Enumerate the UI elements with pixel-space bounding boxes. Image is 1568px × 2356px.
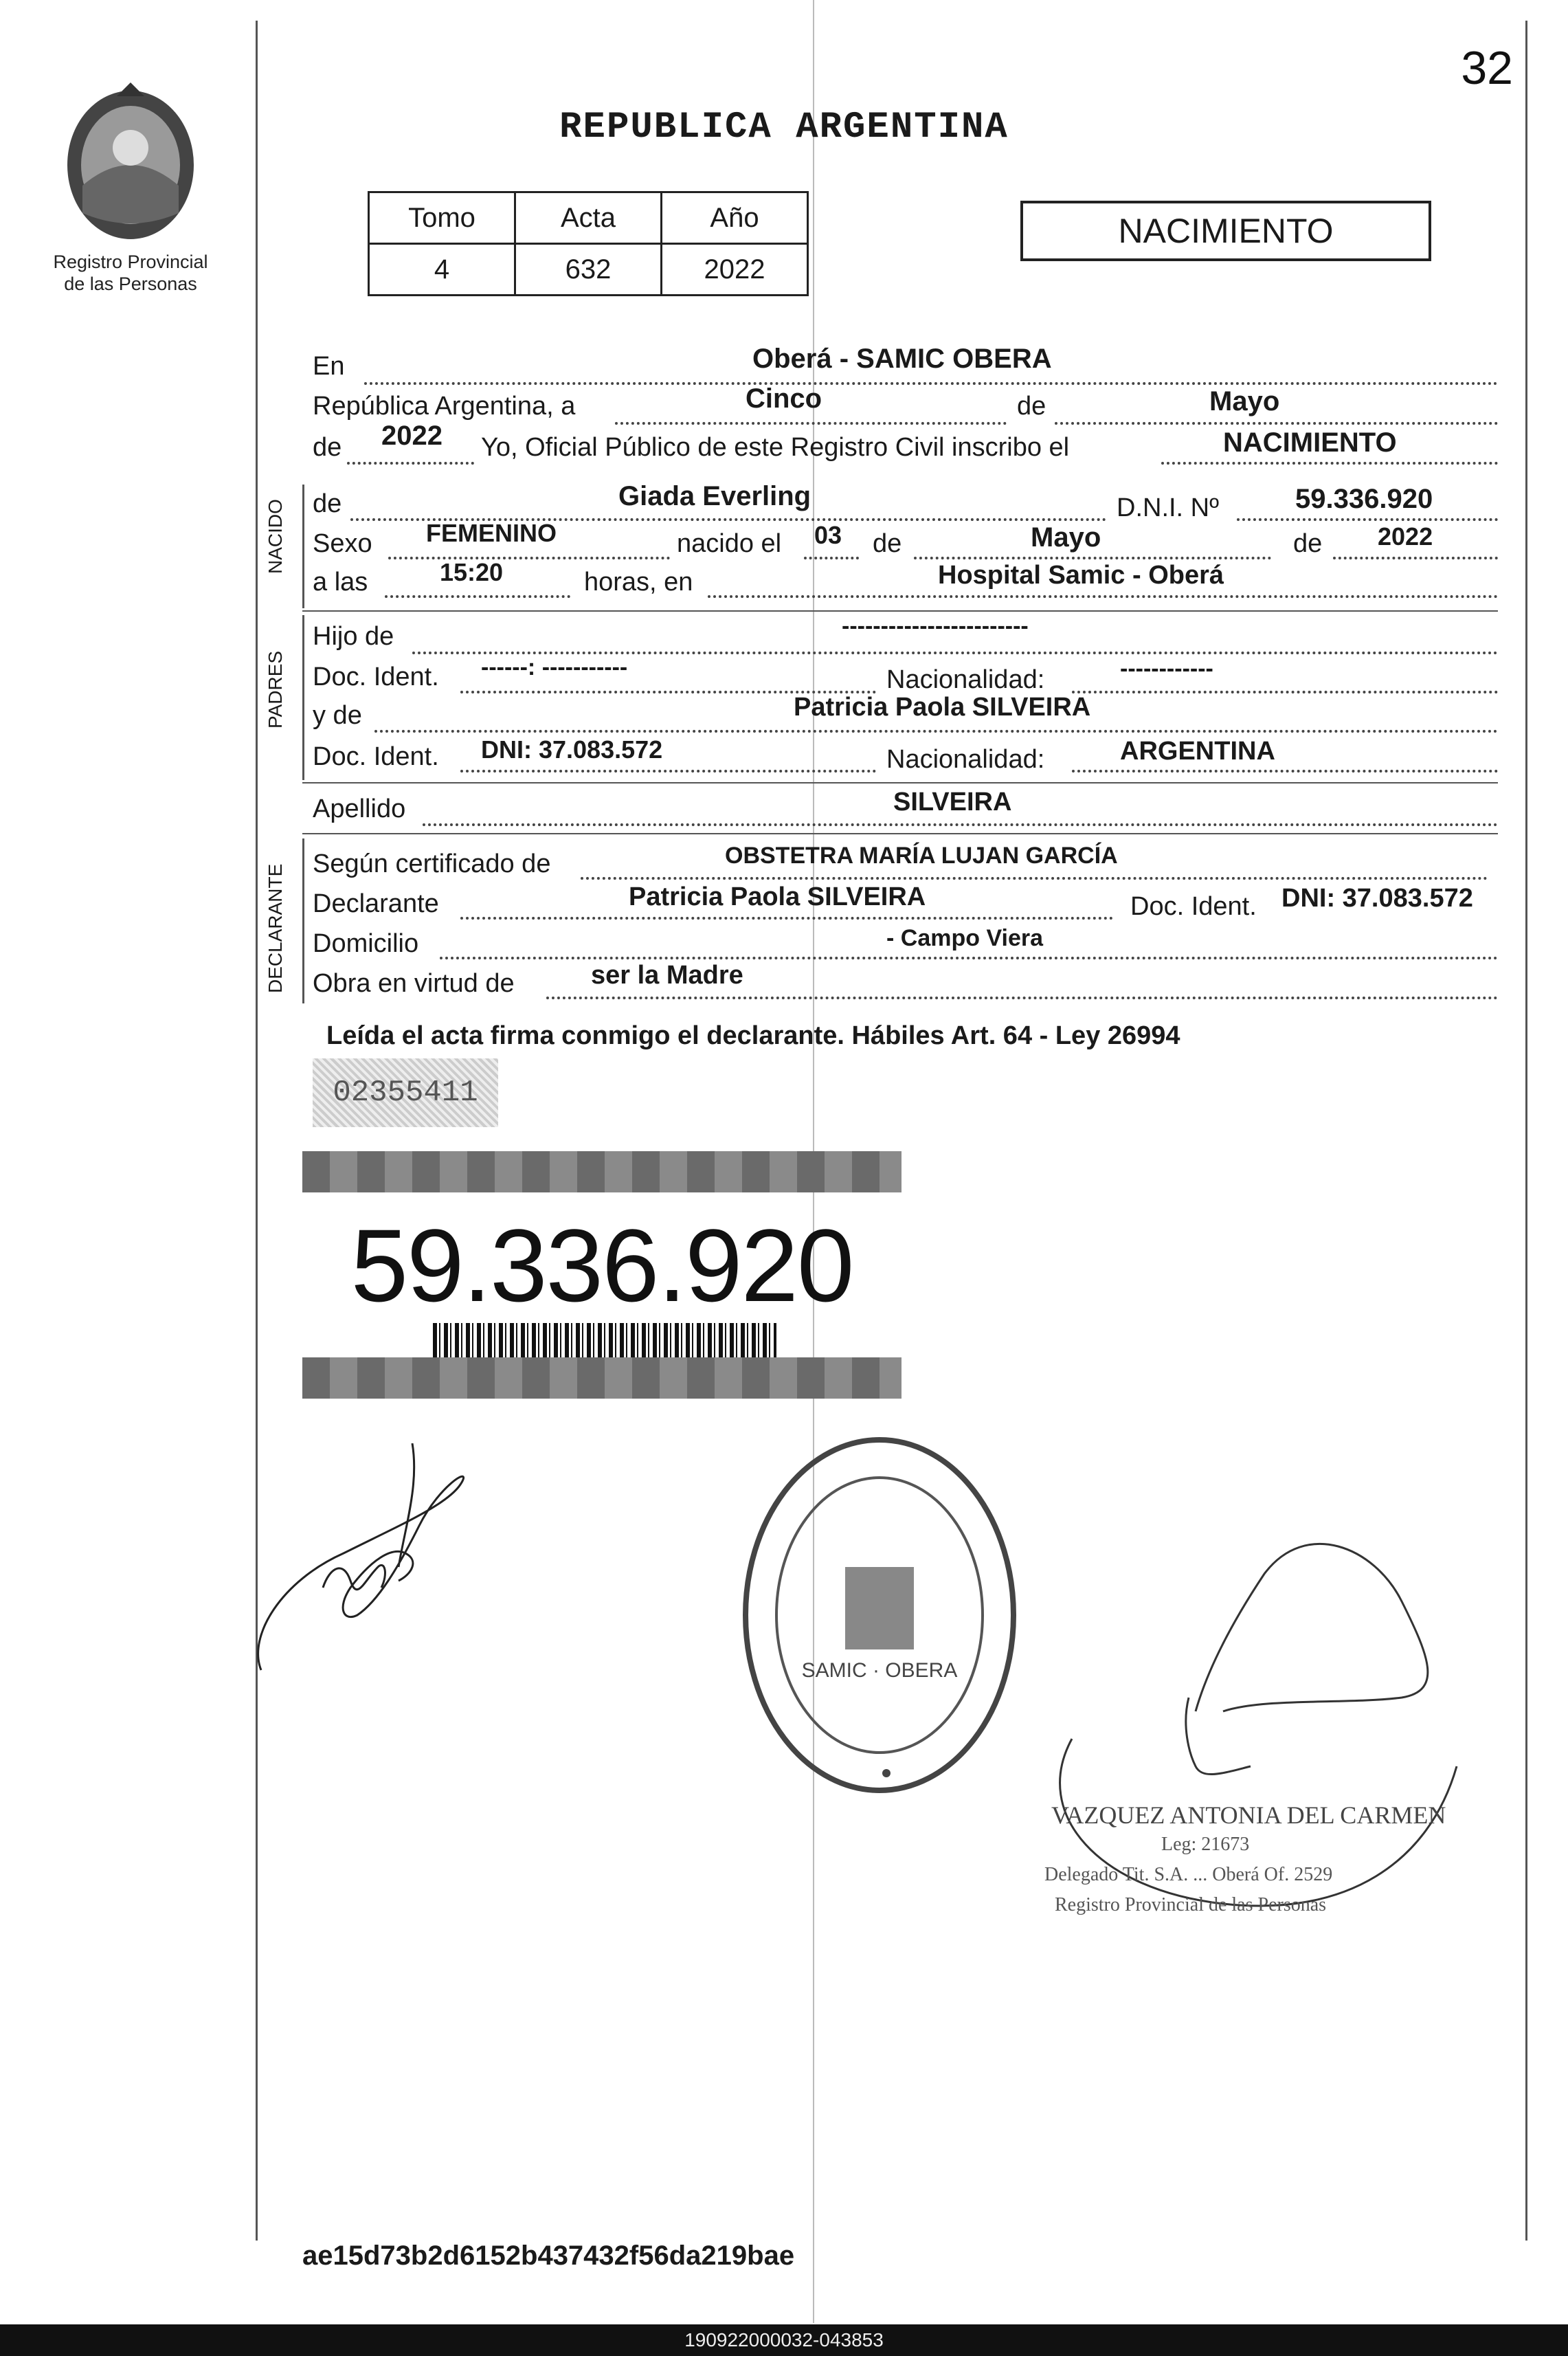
dotted-line — [347, 462, 474, 465]
dotted-line — [1055, 422, 1498, 425]
bracket — [302, 485, 304, 608]
inscribed-value: NACIMIENTO — [1223, 427, 1397, 458]
document-title: REPUBLICA ARGENTINA — [559, 107, 1009, 148]
card-dni-number: 59.336.920 — [350, 1208, 853, 1323]
dotted-line — [615, 422, 1007, 425]
dotted-line — [708, 595, 1498, 598]
cert-label: Según certificado de — [313, 849, 551, 878]
apellido-label: Apellido — [313, 794, 406, 823]
mother-doc-label: Doc. Ident. — [313, 742, 439, 771]
horas-label: horas, en — [584, 568, 693, 597]
dotted-line — [423, 823, 1498, 826]
dotted-line — [388, 557, 670, 559]
day-value: Cinco — [746, 384, 822, 414]
section-separator — [302, 610, 1498, 612]
dni-label-card — [302, 1151, 901, 1399]
birth-day: 03 — [814, 521, 842, 549]
de-label: de — [1017, 392, 1046, 421]
section-separator — [302, 782, 1498, 784]
value-anio: 2022 — [662, 244, 808, 296]
place-value: Oberá - SAMIC OBERA — [752, 344, 1052, 374]
dotted-line — [460, 917, 1113, 920]
registry-logo — [27, 82, 234, 295]
logo-caption-1: Registro Provincial — [53, 252, 208, 272]
obra-label: Obra en virtud de — [313, 969, 515, 998]
section-separator — [302, 833, 1498, 834]
republica-label: República Argentina, a — [313, 392, 576, 421]
dom-value: - Campo Viera — [886, 925, 1044, 951]
nacido-label: NACIDO — [265, 499, 286, 574]
stamp-code: 02355411 — [313, 1058, 498, 1127]
act-type-box: NACIMIENTO — [1020, 201, 1431, 261]
dotted-line — [1161, 462, 1498, 465]
padres-label: PADRES — [265, 650, 286, 729]
dotted-line — [914, 557, 1271, 559]
birth-year: 2022 — [1378, 522, 1433, 551]
register-table — [368, 191, 809, 296]
father-nat: ------------ — [1120, 656, 1213, 682]
birth-place: Hospital Samic - Oberá — [938, 561, 1224, 590]
closing-statement: Leída el acta firma conmigo el declarante. Hábiles Art. 64 - Ley 26994 — [326, 1021, 1180, 1050]
dotted-line — [804, 557, 859, 559]
svg-text:SAMIC · OBERA: SAMIC · OBERA — [801, 1659, 958, 1682]
document-hash: ae15d73b2d6152b437432f56da219bae — [302, 2241, 795, 2271]
declarante-label: DECLARANTE — [265, 863, 286, 993]
official-org: Registro Provincial de las Personas — [1055, 1894, 1327, 1915]
page-number: 32 — [1461, 42, 1513, 94]
footer-id: 190922000032-043853 — [0, 2324, 1568, 2356]
mother-nat-label: Nacionalidad: — [886, 745, 1045, 774]
birth-time: 15:20 — [440, 558, 504, 586]
official-leg: Leg: 21673 — [1161, 1834, 1250, 1855]
barcode-icon — [433, 1323, 776, 1361]
a-las-label: a las — [313, 568, 368, 597]
dotted-line — [1333, 557, 1498, 559]
birth-de-year-label: de — [1293, 529, 1323, 558]
value-acta: 632 — [515, 244, 662, 296]
header-tomo: Tomo — [369, 192, 515, 244]
dotted-line — [546, 997, 1498, 999]
dotted-line — [1072, 770, 1498, 773]
apellido-value: SILVEIRA — [893, 788, 1012, 816]
birth-de-label: de — [873, 529, 902, 558]
signature-right-icon — [1017, 1491, 1484, 1959]
child-name: Giada Everling — [618, 481, 811, 511]
birth-month: Mayo — [1031, 522, 1101, 553]
nacido-de-label: de — [313, 489, 342, 518]
decl-label: Declarante — [313, 889, 439, 918]
dotted-line — [364, 382, 1498, 385]
cert-value: OBSTETRA MARÍA LUJAN GARCÍA — [725, 843, 1118, 869]
en-label: En — [313, 352, 345, 381]
header-acta: Acta — [515, 192, 662, 244]
decl-value: Patricia Paola SILVEIRA — [629, 882, 926, 911]
dotted-line — [1072, 691, 1498, 693]
mother-doc: DNI: 37.083.572 — [481, 735, 663, 764]
decl-doc-label: Doc. Ident. — [1130, 892, 1257, 921]
de-label-year: de — [313, 433, 342, 462]
card-band-top — [302, 1151, 901, 1192]
dom-label: Domicilio — [313, 929, 419, 958]
mother-name: Patricia Paola SILVEIRA — [794, 693, 1091, 722]
hijo-de-label: Hijo de — [313, 622, 394, 651]
father-doc-label: Doc. Ident. — [313, 663, 439, 691]
dotted-line — [374, 730, 1498, 733]
dotted-line — [1237, 518, 1498, 521]
provincia-misiones-shield-icon — [55, 82, 206, 247]
card-band-bottom — [302, 1357, 901, 1399]
dotted-line — [460, 770, 876, 773]
value-tomo: 4 — [369, 244, 515, 296]
obra-value: ser la Madre — [591, 961, 743, 990]
bracket — [302, 838, 304, 1003]
official-seal-icon — [735, 1430, 1024, 1801]
y-de-label: y de — [313, 701, 362, 730]
logo-caption-2: de las Personas — [64, 274, 197, 294]
year-value: 2022 — [381, 421, 443, 451]
month-value: Mayo — [1209, 386, 1280, 416]
mother-nat: ARGENTINA — [1120, 737, 1275, 766]
decl-doc: DNI: 37.083.572 — [1281, 884, 1473, 913]
sexo-value: FEMENINO — [426, 519, 557, 547]
father-doc: ------: ----------- — [481, 654, 628, 680]
dni-label: D.N.I. Nº — [1117, 493, 1219, 522]
signature-left-icon — [240, 1443, 502, 1691]
right-margin-line — [1525, 21, 1527, 2241]
father-name: ------------------------ — [842, 613, 1029, 639]
left-margin-line — [256, 21, 258, 2241]
sexo-label: Sexo — [313, 529, 372, 558]
dotted-line — [581, 877, 1488, 880]
header-anio: Año — [662, 192, 808, 244]
official-role: Delegado Tit. S.A. ... Oberá Of. 2529 — [1044, 1864, 1333, 1885]
yo-text: Yo, Oficial Público de este Registro Civil inscribo el — [481, 433, 1070, 462]
nacido-el-label: nacido el — [677, 529, 782, 558]
father-nat-label: Nacionalidad: — [886, 665, 1045, 694]
dotted-line — [440, 957, 1498, 959]
bracket — [302, 615, 304, 780]
official-name: VAZQUEZ ANTONIA DEL CARMEN — [1051, 1801, 1446, 1829]
dotted-line — [385, 595, 570, 598]
child-dni: 59.336.920 — [1295, 484, 1433, 514]
